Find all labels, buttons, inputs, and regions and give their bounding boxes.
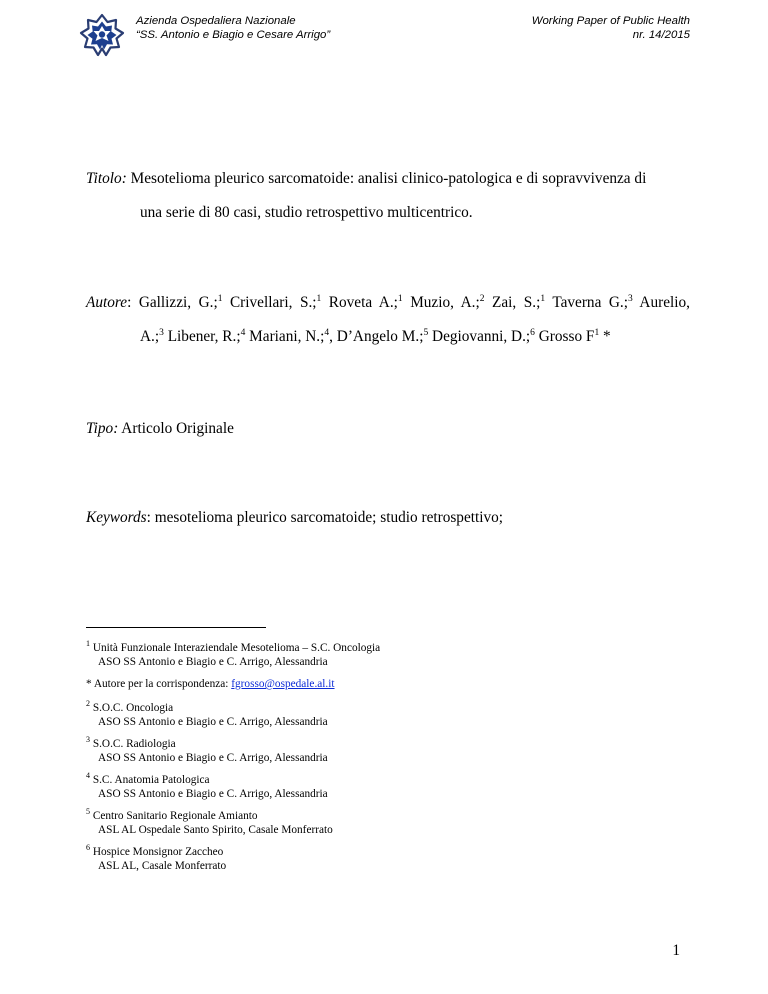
author: Muzio, A.;$^2$ bbox=[410, 293, 485, 311]
keywords-colon: : bbox=[146, 509, 151, 526]
header-paper-line2: nr. 14/2015 bbox=[632, 29, 690, 41]
corresponding-mark: * bbox=[603, 328, 611, 345]
title-block bbox=[86, 162, 690, 230]
footnote: $^5$ Centro Sanitario Regionale Amianto ASL AL Ospedale Santo Spirito, Casale Monferrato bbox=[86, 807, 333, 836]
type-block bbox=[86, 419, 690, 439]
page-number: 1 bbox=[672, 942, 680, 959]
header-series bbox=[532, 14, 690, 42]
author: , D’Angelo M.;$^5$ bbox=[329, 327, 429, 345]
header-org-line1: Azienda Ospedaliera Nazionale bbox=[136, 15, 296, 27]
title-text-line2: una serie di 80 casi, studio retrospettivo multicentrico. bbox=[140, 204, 473, 221]
title-line-1 bbox=[86, 162, 690, 196]
author: Gallizzi, G.;$^1$ bbox=[138, 293, 223, 311]
correspondence-text: * Autore per la corrispondenza: bbox=[86, 678, 229, 690]
author: Crivellari, S.;$^1$ bbox=[229, 293, 322, 311]
author: Zai, S.;$^1$ bbox=[492, 293, 546, 311]
correspondence-note bbox=[86, 677, 686, 691]
type-value: Articolo Originale bbox=[121, 420, 234, 437]
footnote: $^2$ S.O.C. Oncologia ASO SS Antonio e Biagio e C. Arrigo, Alessandria bbox=[86, 699, 328, 728]
authors-block bbox=[86, 286, 690, 354]
author: Mariani, N.;$^4$ bbox=[249, 327, 330, 345]
author-second-part: A.;$^3$ bbox=[140, 327, 164, 345]
footnote: $^4$ S.C. Anatomia Patologica ASO SS Antonio e Biagio e C. Arrigo, Alessandria bbox=[86, 771, 328, 800]
keywords-label: Keywords bbox=[86, 509, 147, 526]
author: Roveta A.;$^1$ bbox=[328, 293, 403, 311]
authors-label: Autore bbox=[86, 294, 128, 311]
authors-line-1 bbox=[86, 286, 690, 320]
footnote: $^6$ Hospice Monsignor Zaccheo ASL AL, Casale Monferrato bbox=[86, 843, 227, 872]
header-organization bbox=[136, 14, 330, 42]
header-org-line2: “SS. Antonio e Biagio e Cesare Arrigo” bbox=[136, 29, 331, 41]
footnote: $^1$ Unità Funzionale Interaziendale Mesotelioma – S.C. Oncologia ASO SS Antonio e Biagio e C. Arrigo, Alessandria bbox=[86, 639, 381, 668]
author: Libener, R.;$^4$ bbox=[167, 327, 246, 345]
authors-label-colon: : bbox=[127, 294, 132, 311]
authors-line-2 bbox=[86, 320, 690, 354]
title-text-line1: Mesotelioma pleurico sarcomatoide: analisi clinico-patologica e di sopravvivenza di bbox=[130, 170, 647, 187]
author: Degiovanni, D.;$^6$ bbox=[432, 327, 535, 345]
keywords-value: mesotelioma pleurico sarcomatoide; studio retrospettivo; bbox=[154, 509, 504, 526]
type-label: Tipo: bbox=[86, 420, 119, 437]
author: Taverna G.;$^3$ bbox=[552, 293, 633, 311]
header-paper-line1: Working Paper of Public Health bbox=[531, 15, 690, 27]
author-first-part: Aurelio, bbox=[639, 294, 690, 311]
keywords-block bbox=[86, 508, 690, 528]
hospital-star-logo bbox=[78, 12, 126, 60]
footnote: $^3$ S.O.C. Radiologia ASO SS Antonio e Biagio e C. Arrigo, Alessandria bbox=[86, 735, 328, 764]
correspondence-email-link[interactable]: fgrosso@ospedale.al.it bbox=[231, 678, 335, 690]
author: Grosso $F^1$ bbox=[538, 327, 600, 345]
title-label: Titolo: bbox=[86, 170, 127, 187]
footnote-separator bbox=[86, 627, 266, 628]
